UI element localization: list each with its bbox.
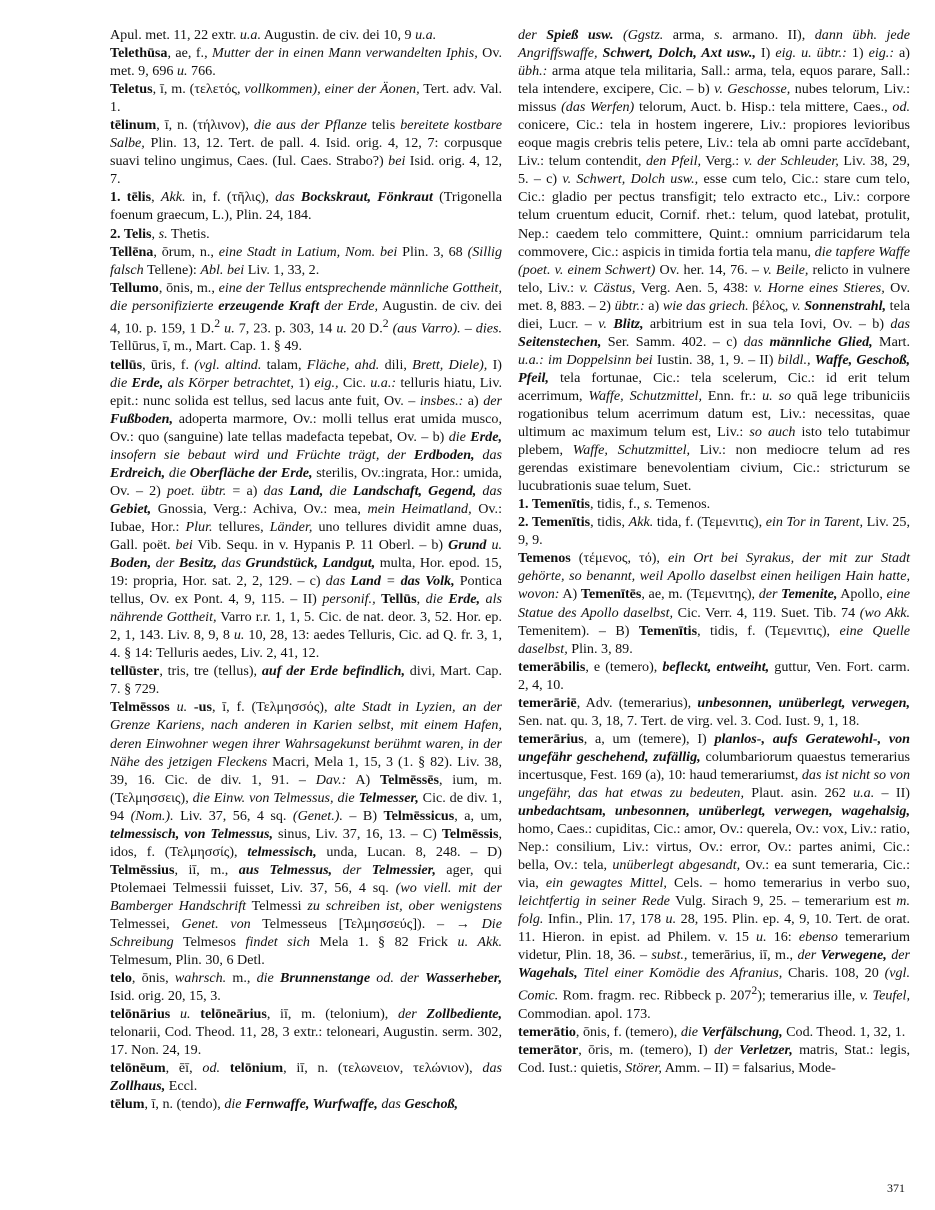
dictionary-entry: Teletus, ī, m. (τελετός, vollkommen), einer der Äonen, Tert. adv. Val. 1. [110, 81, 503, 116]
dictionary-entry: tellūster, tris, tre (tellus), auf der Erde befindlich, divi, Mart. Cap. 7. § 729. [110, 663, 502, 698]
dictionary-entry: tēlinum, ī, n. (τήλινον), die aus der Pflanze telis bereitete kostbare Salbe, Plin. 13, 12. Tert. de pall. 4. Isid. orig. 4, 12, 7: corpusque suavi telino ungimus, Caes. (Iul. Caes. Strabo?) bei Isid. orig. 4, 12, 7. [110, 117, 503, 188]
dictionary-entry: 2. Telis, s. Thetis. [110, 225, 210, 242]
dictionary-entry: der Spieß usw. (Ggstz. arma, s. armano. II), dann übh. jede Angriffswaffe, Schwert, Dolch, Axt usw., I) eig. u. übtr.: 1) eig.: a) übh.: arma atque tela militaria, Sall.: arma, tela, equos parare, Sall.: tela intendere, excipere, Cic. – b) v. Geschosse, nubes telorum, Liv.: missus (das Werfen) telorum, Auct. b. Hisp.: tela mittere, Caes., od. conicere, Cic.: tela in hostem ingerere, Liv.: propiores levioribus eoque magis crebris telis petere, Liv.: tela ab omni parte accīdebant, Liv.: telum contendit, den Pfeil, Verg.: v. der Schleuder, Liv. 38, 29, 5. – c) v. Schwert, Dolch usw., esse cum telo, Cic.: stare cum telo, Cic.: gladio per pectus transfigit; telo extracto etc., Liv.: corpore telum cruentum educit, Cornif. rhet.: telum, quod latebat, protulit, Nep.: caedem telo committere, Quint.: omnium parricidarum tela commovere, Cic.: aspicis in timida fortia tela manu, die tapfere Waffe (poet. v. einem Schwert) Ov. her. 14, 76. – v. Beile, relicto in vulnere telo, Liv.: v. Cästus, Verg. Aen. 5, 438: v. Horne eines Stieres, Ov. met. 8, 883. – 2) übtr.: a) wie das griech. βέλος, v. Sonnenstrahl, tela diei, Lucr. – v. Blitz, arbitrium est in sua tela Iovi, Ov. – b) das Seitenstechen, Ser. Samm. 402. – c) das männliche Glied, Mart. u.a.: im Doppelsinn bei Iustin. 38, 1, 9. – II) bildl., Waffe, Geschoß, Pfeil, tela fortunae, Cic.: tela scelerum, Cic.: id erit telum acerrimum, Waffe, Schutzmittel, Enn. fr.: u. so quā lege tribuniciis rogationibus telum acerrimum datum est, Liv.: necessitas, quae ultimum ac maximum telum est, Liv.: so auch isto telo tutabimur plebem, Waffe, Schutzmittel, Liv.: non mediocre telum ad res gerendas existimare benevolentiam civium, Cic.: stricturum se lucubrationis suae telum, Suet. [518, 27, 911, 495]
dictionary-entry: 1. tēlis, Akk. in, f. (τῆλις), das Bockskraut, Fönkraut (Trigonella foenum graecum, L.), Plin. 24, 184. [110, 189, 503, 224]
left-column [110, 26, 502, 1114]
dictionary-entry: temerātor, ōris, m. (temero), I) der Verletzer, matris, Stat.: legis, Cod. Iust.: quietis, Störer, Amm. – II) = falsarius, Mode- [518, 1042, 911, 1077]
dictionary-entry: telo, ōnis, wahrsch. m., die Brunnenstange od. der Wasserheber, Isid. orig. 20, 15, 3. [110, 970, 502, 1005]
dictionary-entry: Telethūsa, ae, f., Mutter der in einen Mann verwandelten Iphis, Ov. met. 9, 696 u. 766. [110, 45, 502, 80]
dictionary-entry: Temenos (τέμενος, τό), ein Ort bei Syrakus, der mit zur Stadt gehörte, so benannt, weil Apollo daselbst einen heiligen Hain hatte, wovon: A) Temenītēs, ae, m. (Τεμενιτης), der Temenite, Apollo, eine Statue des Apollo daselbst, Cic. Verr. 4, 119. Suet. Tib. 74 (wo Akk. Temenitem). – B) Temenītis, tidis, f. (Τεμενιτις), eine Quelle daselbst, Plin. 3, 89. [518, 550, 911, 657]
dictionary-entry: temerāriē, Adv. (temerarius), unbesonnen, unüberlegt, verwegen, Sen. nat. qu. 3, 18, 7. Tert. de virg. vel. 3. Cod. Iust. 9, 1, 18. [518, 694, 910, 729]
dictionary-entry: 2. Temenītis, tidis, Akk. tida, f. (Τεμενιτις), ein Tor in Tarent, Liv. 25, 9, 9. [518, 514, 910, 549]
dictionary-entry: telōnārius u. telōneārius, iī, m. (telonium), der Zollbediente, telonarii, Cod. Theod. 11, 28, 3 extr.: teloneari, Augustin. serm. 302, 17. Non. 24, 19. [110, 1006, 503, 1059]
dictionary-entry: tellūs, ūris, f. (vgl. altind. talam, Fläche, ahd. dili, Brett, Diele), I) die Erde, als Körper betrachtet, 1) eig., Cic. u.a.: telluris hiatu, Liv. epit.: nunc solida est tellus, sed lacus ante fuit, Ov. – insbes.: a) der Fußboden, adoperta marmore, Ov.: molli tellus erat umida musco, Ov.: quo (sanguine) late tellas madefacta tepebat, Ov. – b) die Erde, insofern sie bebaut wird und Früchte trägt, der Erdboden, das Erdreich, die Oberfläche der Erde, sterilis, Ov.:ingrata, Hor.: umida, Ov. – 2) poet. übtr. = a) das Land, die Landschaft, Gegend, das Gebiet, Gnossia, Verg.: Achiva, Ov.: mea, mein Heimatland, Ov.: Iubae, Hor.: Plur. tellures, Länder, uno tellures dividit amne duas, Gall. poët. bei Vib. Sequ. in v. Hypanis P. 11 Oberl. – b) Grund u. Boden, der Besitz, das Grundstück, Landgut, multa, Hor. epod. 15, 19: propria, Hor. sat. 2, 2, 129. – c) das Land = das Volk, Pontica tellus, Ov. ex Pont. 4, 9, 115. – II) personif., Tellūs, die Erde, als nährende Gottheit, Varro r.r. 1, 1, 5. Cic. de nat. deor. 3, 52. Hor. ep. 2, 1, 143. Liv. 8, 9, 8 u. 10, 28, 13: aedes Telluris, Cic. ad Q. fr. 3, 1, 4. § 14: Telluris aedes, Liv. 2, 41, 12. [110, 356, 503, 662]
dictionary-entry: telōnēum, ēī, od. telōnium, iī, n. (τελωνειον, τελώνιον), das Zollhaus, Eccl. [110, 1060, 502, 1095]
right-column [518, 26, 910, 1077]
dictionary-entry: temerārius, a, um (temere), I) planlos-, aufs Geratewohl-, von ungefähr geschehend, zufällig, columbariorum quaestus temerarius incertusque, Fest. 169 (a), 10: haud temerariumst, das ist nicht so von ungefähr, das hat etwas zu bedeuten, Plaut. asin. 262 u.a. – II) unbedachtsam, unbesonnen, unüberlegt, verwegen, wagehalsig, homo, Caes.: cupiditas, Cic.: amor, Ov.: querela, Ov.: vox, Liv.: ratio, Nep.: consilium, Liv.: virtus, Ov.: error, Ov.: partes animi, Cic.: bella, Ov.: tela, unüberlegt abgesandt, Ov.: ea sunt temeraria, Cic.: via, ein gewagtes Mittel, Cels. – homo temerarius in verbo suo, leichtfertig in seiner Rede Vulg. Sirach 9, 25. – temerarium est m. folg. Infin., Plin. 17, 178 u. 28, 195. Plin. ep. 4, 9, 10. Tert. de orat. 11. Hieron. in epist. ad Philem. v. 15 u. 16: ebenso temerarium videtur, Plin. 18, 36. – subst., temerārius, iī, m., der Verwegene, der Wagehals, Titel einer Komödie des Afranius, Charis. 108, 20 (vgl. Comic. Rom. fragm. rec. Ribbeck p. $207^2$); temerarius ille, v. Teufel, Commodian. apol. 173. [518, 730, 911, 1023]
page-number: 371 [887, 1181, 905, 1195]
dictionary-entry: Apul. met. 11, 22 extr. u.a. Augustin. de civ. dei 10, 9 u.a. [110, 27, 437, 43]
dictionary-entry: Tellēna, ōrum, n., eine Stadt in Latium, Nom. bei Plin. 3, 68 (Sillig falsch Tellene): Abl. bei Liv. 1, 33, 2. [110, 243, 503, 278]
dictionary-entry: Tellumo, ōnis, m., eine der Tellus entsprechende männliche Gottheit, die personifizierte erzeugende Kraft der Erde, Augustin. de civ. dei 4, 10. p. 159, 1 D.$^2$ u. 7, 23. p. 303, 14 u. 20 D.$^2$ (aus Varro). – dies. Tellūrus, ī, m., Mart. Cap. 1. § 49. [110, 279, 502, 355]
dictionary-entry: tēlum, ī, n. (tendo), die Fernwaffe, Wurfwaffe, das Geschoß, [110, 1096, 459, 1113]
dictionary-entry: Telmēssos u. -us, ī, f. (Τελμησσός), alte Stadt in Lyzien, an der Grenze Kariens, nach anderen in Karien selbst, mit einem Hafen, deren Einwohner wegen ihrer Wahrsagekunst berühmt waren, in der Nähe des jetzigen Fleckens Macri, Mela 1, 15, 3 (1. § 82). Liv. 38, 39, 16. Cic. de div. 1, 91. – Dav.: A) Telmēssēs, ium, m. (Τελμησσεις), die Einw. von Telmessus, die Telmesser, Cic. de div. 1, 94 (Nom.). Liv. 37, 56, 4 sq. (Genet.). – B) Telmēssicus, a, um, telmessisch, von Telmessus, sinus, Liv. 37, 16, 13. – C) Telmēssis, idos, f. (Τελμησσίς), telmessisch, unda, Lucan. 8, 248. – D) Telmēssius, iī, m., aus Telmessus, der Telmessier, ager, qui Ptolemaei Telmessii fuisset, Liv. 37, 56, 4 sq. (wo viell. mit der Bamberger Handschrift Telmessi zu schreiben ist, ober wenigstens Telmessei, Genet. von Telmesseus [Τελμησσεύς]). – → Die Schreibung Telmesos findet sich Mela 1. § 82 Frick u. Akk. Telmesum, Plin. 30, 6 Detl. [110, 699, 503, 969]
dictionary-entry: 1. Temenītis, tidis, f., s. Temenos. [518, 496, 711, 513]
dictionary-entry: temerābilis, e (temero), befleckt, entweiht, guttur, Ven. Fort. carm. 2, 4, 10. [518, 658, 910, 693]
dictionary-entry: temerātio, ōnis, f. (temero), die Verfälschung, Cod. Theod. 1, 32, 1. [518, 1024, 906, 1041]
